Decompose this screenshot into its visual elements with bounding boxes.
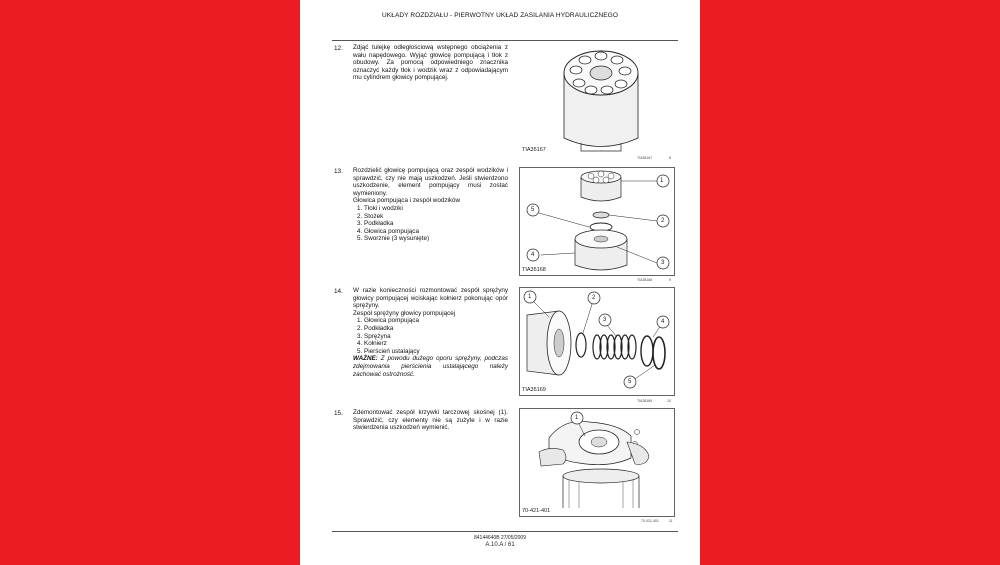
- figure-11-caption: 70-421-401: [641, 519, 659, 523]
- footer-rule: [332, 531, 678, 532]
- note-text: Z powodu dużego oporu sprężyny, podczas zdejmowania pierścienia ustalającego należy zachować ostrożność.: [353, 355, 508, 378]
- step-12-text: [353, 44, 508, 82]
- figure-8-caption: TIA35167: [637, 156, 653, 160]
- list-item: 1. Tłoki i wodziki: [364, 205, 508, 213]
- step-13-list-title: Głowica pompująca i zespół wodzików: [353, 197, 461, 205]
- list-item: 2. Podkładka: [364, 325, 508, 333]
- callout-4: 4: [661, 319, 665, 325]
- step-13-list: [353, 205, 508, 243]
- figure-10-code: TIA35169: [522, 387, 546, 393]
- callout-4: 4: [531, 252, 535, 258]
- note-label: WAŻNE:: [353, 355, 378, 363]
- list-item: 2. Stożek: [364, 213, 508, 221]
- figure-8-number: 8: [669, 156, 671, 160]
- list-item: 3. Sprężyna: [364, 333, 508, 341]
- figure-8-code: TIA35167: [522, 147, 546, 153]
- step-15-number: 15.: [334, 410, 343, 417]
- figure-11: [519, 408, 675, 526]
- figure-11-code: 70-421-401: [522, 508, 551, 514]
- callout-5: 5: [628, 379, 632, 385]
- step-13-body: Rozdzielić głowicę pompującą oraz zespół wodzików i sprawdzić, czy nie mają uszkodzeń. Jeśli stwierdzono uszkodzenie, element pompujący musi zostać wymieniony.: [353, 167, 508, 197]
- figure-9: [519, 167, 675, 284]
- step-12-number: 12.: [334, 45, 343, 52]
- step-14-list: [353, 317, 508, 355]
- list-item: 1. Głowica pompująca: [364, 317, 508, 325]
- step-14-text: [353, 287, 508, 378]
- step-15-body: Zdemontować zespół krzywki tarczowej skośnej (1). Sprawdzić, czy elementy nie są zużyte i w razie stwierdzenia uszkodzeń wymienić.: [353, 409, 508, 432]
- figure-11-number: 11: [669, 519, 673, 523]
- step-14-note: [353, 355, 508, 378]
- step-14-body: W razie konieczności rozmontować zespół sprężyny głowicy pompującej wciskając kołnierz pokonując opór sprężyny.: [353, 287, 508, 310]
- footer-doc-code: 84144640B 27/05/2009: [474, 535, 526, 541]
- callout-1: 1: [660, 178, 664, 184]
- step-13-text: [353, 167, 508, 243]
- page-header: UKŁADY ROZDZIAŁU - PIERWOTNY UKŁAD ZASILANIA HYDRAULICZNEGO: [382, 12, 618, 19]
- figure-10-caption: TIA35169: [637, 399, 653, 403]
- list-item: 5. Sworznie (3 wysunięte): [364, 235, 508, 243]
- callout-1: 1: [575, 415, 579, 421]
- figure-9-code: TIA35168: [522, 267, 546, 273]
- footer-page-number: A.10.A / 61: [485, 542, 515, 548]
- figure-10: [519, 287, 675, 405]
- figure-8: [519, 43, 675, 160]
- callout-1: 1: [528, 294, 532, 300]
- step-14-list-title: Zespół sprężyny głowicy pompującej: [353, 309, 456, 317]
- manual-page: [300, 0, 700, 565]
- list-item: 4. Głowica pompująca: [364, 228, 508, 236]
- list-item: 4. Kołnierz: [364, 340, 508, 348]
- callout-5: 5: [531, 207, 535, 213]
- callout-3: 3: [661, 260, 665, 266]
- step-13-number: 13.: [334, 168, 343, 175]
- figure-8-drawing: [519, 43, 675, 160]
- list-item: 5. Pierścień ustalający: [364, 348, 508, 356]
- header-rule: [332, 40, 678, 41]
- list-item: 3. Podkładka: [364, 220, 508, 228]
- figure-9-caption: TIA35168: [637, 278, 653, 282]
- callout-2: 2: [592, 295, 596, 301]
- figure-10-number: 10: [667, 399, 671, 403]
- step-15-text: [353, 409, 508, 432]
- step-14-number: 14.: [334, 288, 343, 295]
- step-12-body: Zdjąć tulejkę odległościową wstępnego obciążenia z wału napędowego. Wyjąć głowicę pompującą i tłok z obudowy. Za pomocą odpowiedniego znacznika oznaczyć każdy tłok i wodzik wraz z odpowiadającym mu cylindrem głowicy pompującej.: [353, 44, 508, 82]
- callout-3: 3: [603, 317, 607, 323]
- figure-9-number: 9: [669, 278, 671, 282]
- callout-2: 2: [661, 218, 665, 224]
